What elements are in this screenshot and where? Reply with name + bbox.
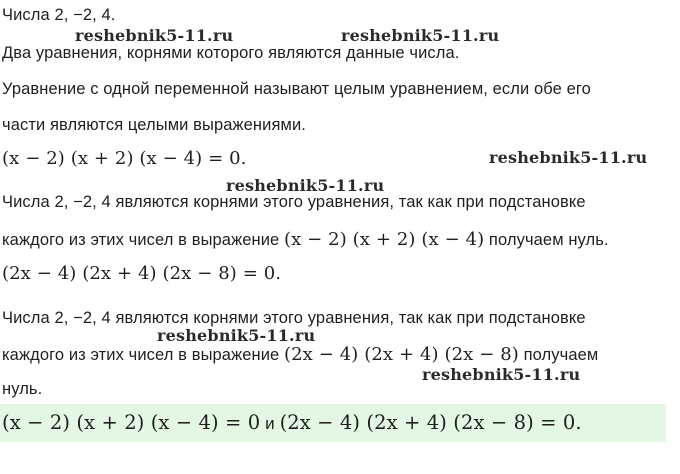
explanation-2-expression: (2x − 4) (2x + 4) (2x − 8): [283, 344, 519, 365]
definition-line-2: части являются целыми выражениями.: [2, 116, 306, 134]
equation-2: (2x − 4) (2x + 4) (2x − 8) = 0.: [2, 263, 282, 284]
explanation-1-line-1: Числа 2, −2, 4 являются корнями этого уравнения, так как при подстановке: [2, 193, 586, 211]
definition-line-1: Уравнение с одной переменной называют целым уравнением, если обе его: [2, 80, 591, 98]
explanation-2-line-3: нуль.: [2, 380, 43, 398]
explanation-2-text: каждого из этих чисел в выражение: [2, 346, 284, 364]
explanation-2-tail: получаем: [518, 346, 599, 364]
watermark: reshebnik5-11.ru: [75, 26, 234, 45]
explanation-1-expression: (x − 2) (x + 2) (x − 4): [283, 229, 485, 250]
answer-line: [2, 411, 582, 434]
given-numbers: Числа 2, −2, 4.: [2, 6, 116, 24]
answer-conjunction: и: [260, 414, 280, 433]
watermark: reshebnik5-11.ru: [489, 148, 648, 167]
explanation-1-text: каждого из этих чисел в выражение: [2, 231, 284, 249]
answer-equation-2: (2x − 4) (2x + 4) (2x − 8) = 0.: [279, 411, 582, 434]
explanation-2-line-1: Числа 2, −2, 4 являются корнями этого уравнения, так как при подстановке: [2, 309, 586, 327]
equation-1: (x − 2) (x + 2) (x − 4) = 0.: [2, 148, 247, 169]
answer-equation-1: (x − 2) (x + 2) (x − 4) = 0: [2, 411, 261, 434]
watermark: reshebnik5-11.ru: [157, 326, 316, 345]
explanation-2-line-2: [2, 344, 598, 365]
explanation-1-tail: получаем нуль.: [484, 231, 609, 249]
watermark: reshebnik5-11.ru: [422, 365, 581, 384]
explanation-1-line-2: [2, 229, 609, 250]
watermark: reshebnik5-11.ru: [341, 26, 500, 45]
task-statement: Два уравнения, корнями которого являются данные числа.: [2, 44, 460, 62]
watermark: reshebnik5-11.ru: [226, 176, 385, 195]
